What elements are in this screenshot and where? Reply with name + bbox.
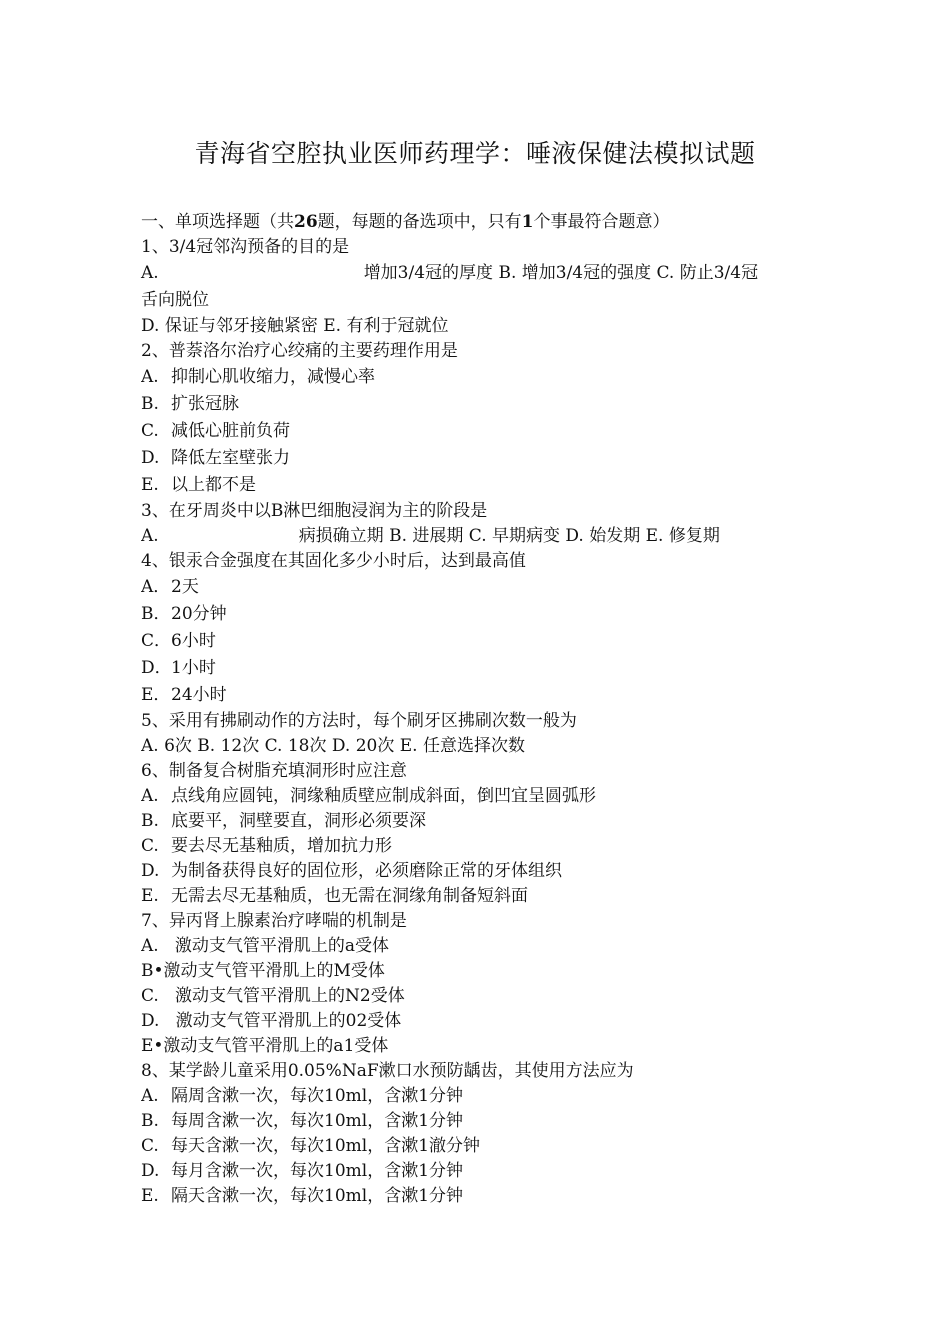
option-text: 以上都不是 (171, 475, 256, 495)
option-text: 降低左室壁张力 (171, 448, 290, 468)
option-item (141, 859, 811, 884)
option-item (141, 445, 811, 472)
option-label: B． (141, 604, 171, 624)
question-list (141, 210, 811, 1209)
option-label: E. (141, 475, 159, 495)
option-text: 底要平，洞壁要直，洞形必须要深 (171, 811, 426, 831)
option-text: 为制备获得良好的固位形，必须磨除正常的牙体组织 (171, 861, 562, 881)
option-label: A. (141, 786, 159, 806)
option-label: D. (141, 448, 160, 468)
option-text: 舌向脱位 (141, 290, 209, 310)
question-4-stem: 4、银汞合金强度在其固化多少小时后，达到最高值 (141, 551, 526, 571)
option-label: A. (141, 367, 159, 387)
option-item (141, 472, 811, 499)
question-2-stem: 2、普萘洛尔治疗心绞痛的主要药理作用是 (141, 341, 458, 361)
question-1-stem: 1、3/4冠邻沟预备的目的是 (141, 237, 350, 257)
option-item (141, 1159, 811, 1184)
option-text: 隔周含漱一次，每次10ml，含漱1分钟 (171, 1086, 464, 1106)
option-item: E•激动支气管平滑肌上的a1受体 (141, 1036, 389, 1056)
option-label: A． (141, 577, 171, 597)
option-label: A. (141, 526, 159, 546)
option-text: 24小时 (171, 685, 227, 705)
question-8-stem: 8、某学龄儿童采用0.05%NaF漱口水预防龋齿，其使用方法应为 (141, 1061, 634, 1081)
option-label: E． (141, 685, 171, 705)
option-label: C. (141, 421, 159, 441)
option-text: 要去尽无基釉质，增加抗力形 (171, 836, 392, 856)
option-label: B. (141, 394, 159, 414)
option-item (141, 1109, 811, 1134)
question-3-options (141, 524, 811, 549)
section-heading-prefix: 一、单项选择题（共 (141, 212, 294, 232)
option-item (141, 809, 811, 834)
option-item (141, 834, 811, 859)
option-item (141, 364, 811, 391)
option-text: 抑制心肌收缩力，减慢心率 (171, 367, 375, 387)
option-item: C. 激动支气管平滑肌上的N2受体 (141, 986, 405, 1006)
option-text: 无需去尽无基釉质，也无需在洞缘角制备短斜面 (171, 886, 528, 906)
option-text: 每天含漱一次，每次10ml，含漱1澈分钟 (171, 1136, 481, 1156)
option-text: 每周含漱一次，每次10ml，含漱1分钟 (171, 1111, 464, 1131)
option-label: D. (141, 861, 160, 881)
question-1-options (141, 260, 811, 314)
option-label: E. (141, 886, 159, 906)
question-1-options-line2: D. 保证与邻牙接触紧密 E. 有利于冠就位 (141, 316, 449, 336)
section-heading (141, 210, 811, 235)
option-label: B. (141, 811, 159, 831)
option-text: 隔天含漱一次，每次10ml，含漱1分钟 (171, 1186, 464, 1206)
option-label: C. (141, 836, 159, 856)
question-count: 26 (294, 212, 318, 232)
question-5-options: A. 6次 B. 12次 C. 18次 D. 20次 E. 任意选择次数 (141, 736, 525, 756)
option-text: 2天 (171, 577, 199, 597)
option-item (141, 784, 811, 809)
option-label: D． (141, 658, 172, 678)
option-text: 扩张冠脉 (171, 394, 239, 414)
option-text: 20分钟 (171, 604, 227, 624)
option-text: 1小时 (171, 658, 216, 678)
option-label: E. (141, 1186, 159, 1206)
option-text: 增加3/4冠的厚度 B. 增加3/4冠的强度 C. 防止3/4冠 (363, 263, 759, 283)
option-item (141, 682, 811, 709)
option-item: A. 激动支气管平滑肌上的a受体 (141, 936, 390, 956)
option-item (141, 884, 811, 909)
option-item: D. 激动支气管平滑肌上的02受体 (141, 1011, 402, 1031)
question-6-stem: 6、制备复合树脂充填洞形时应注意 (141, 761, 407, 781)
option-text: 每月含漱一次，每次10ml，含漱1分钟 (171, 1161, 464, 1181)
question-3-stem: 3、在牙周炎中以B淋巴细胞浸润为主的阶段是 (141, 501, 488, 521)
option-item: B•激动支气管平滑肌上的M受体 (141, 961, 385, 981)
option-item (141, 391, 811, 418)
option-item (141, 628, 811, 655)
option-item (141, 1184, 811, 1209)
question-5-stem: 5、采用有拂刷动作的方法时，每个刷牙区拂刷次数一般为 (141, 711, 577, 731)
section-heading-suffix: 个事最符合题意） (533, 212, 670, 232)
option-label: C. (141, 1136, 159, 1156)
option-label: C． (141, 631, 172, 651)
option-label: B. (141, 1111, 159, 1131)
option-text: 减低心脏前负荷 (171, 421, 290, 441)
option-item (141, 1134, 811, 1159)
document-title: 青海省空腔执业医师药理学：唾液保健法模拟试题 (194, 139, 756, 168)
option-label: A. (141, 1086, 159, 1106)
option-item (141, 655, 811, 682)
option-text: 点线角应圆钝，洞缘釉质壁应制成斜面，倒凹宜呈圆弧形 (171, 786, 596, 806)
option-item (141, 418, 811, 445)
option-label: D. (141, 1161, 160, 1181)
option-item (141, 601, 811, 628)
option-item (141, 574, 811, 601)
option-text: 病损确立期 B. 进展期 C. 早期病变 D. 始发期 E. 修复期 (298, 526, 720, 546)
answer-count: 1 (521, 212, 534, 232)
option-item (141, 1084, 811, 1109)
option-text: 6小时 (171, 631, 216, 651)
section-heading-middle: 题，每题的备选项中，只有 (317, 212, 522, 232)
question-7-stem: 7、异丙肾上腺素治疗哮喘的机制是 (141, 911, 407, 931)
option-label: A. (141, 263, 159, 283)
